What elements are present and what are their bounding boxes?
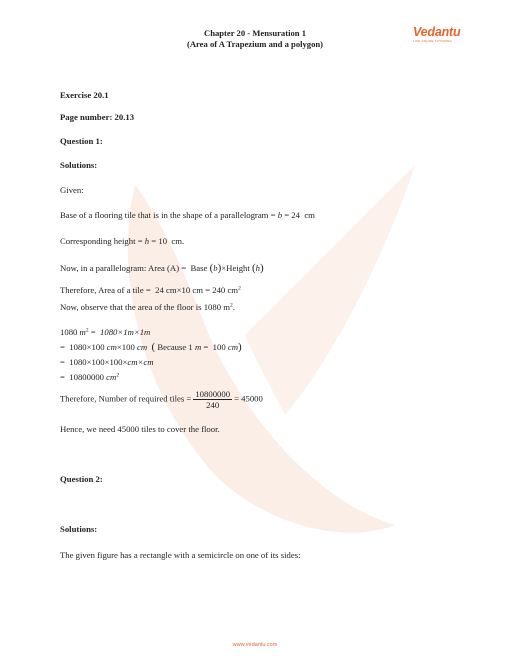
base-line: Base of a flooring tile that is in the shape of a parallelogram = b = 24 cm <box>60 210 315 220</box>
q1-conclusion: Hence, we need 45000 tiles to cover the floor. <box>60 424 220 434</box>
area-formula-line: Now, in a parallelogram: Area (A) = Base (b)×Height (h) <box>60 262 264 274</box>
vedantu-logo <box>413 26 463 48</box>
given-label: Given: <box>60 185 84 195</box>
logo-tagline: LIVE ONLINE TUTORING <box>413 39 452 43</box>
q2-text: The given figure has a rectangle with a semicircle on one of its sides: <box>60 550 301 560</box>
floor-area-line: Now, observe that the area of the floor is 1080 $m^2$. <box>60 302 235 312</box>
math-line-3: = 1080×100×100×cm×cm <box>60 357 154 367</box>
logo-brand: Vedantu <box>413 25 461 39</box>
chapter-title: Chapter 20 - Mensuration 1 <box>203 28 306 38</box>
question-1-title: Question 1: <box>60 136 103 146</box>
exercise-heading: Exercise 20.1 <box>60 90 109 100</box>
tile-area-line: Therefore, Area of a tile = 24 cm×10 cm = 240 $cm^2$ <box>60 285 241 295</box>
math-line-4: = 10800000 $cm^2$ <box>60 372 120 382</box>
math-line-2: = 1080×100 cm×100 cm ( Because 1 m = 100 cm) <box>60 341 242 353</box>
page-number: Page number: 20.13 <box>60 112 135 122</box>
question-2-title: Question 2: <box>60 474 103 484</box>
height-line: Corresponding height = h = 10 cm. <box>60 236 185 246</box>
chapter-subtitle: (Area of A Trapezium and a polygon) <box>186 39 324 49</box>
tiles-count-line: Therefore, Number of required tiles = $\frac{10800000}{240}$ = 45000 <box>60 389 263 410</box>
tiles-fraction: $\frac{10800000}{240}$ <box>195 389 231 410</box>
q2-solutions-label: Solutions: <box>60 524 98 534</box>
q1-solutions-label: Solutions: <box>60 160 98 170</box>
footer-url[interactable]: www.vedantu.com <box>232 642 278 648</box>
math-line-1: 1080 $m^2 = 1080\times 1m\times 1m$ <box>60 327 151 337</box>
